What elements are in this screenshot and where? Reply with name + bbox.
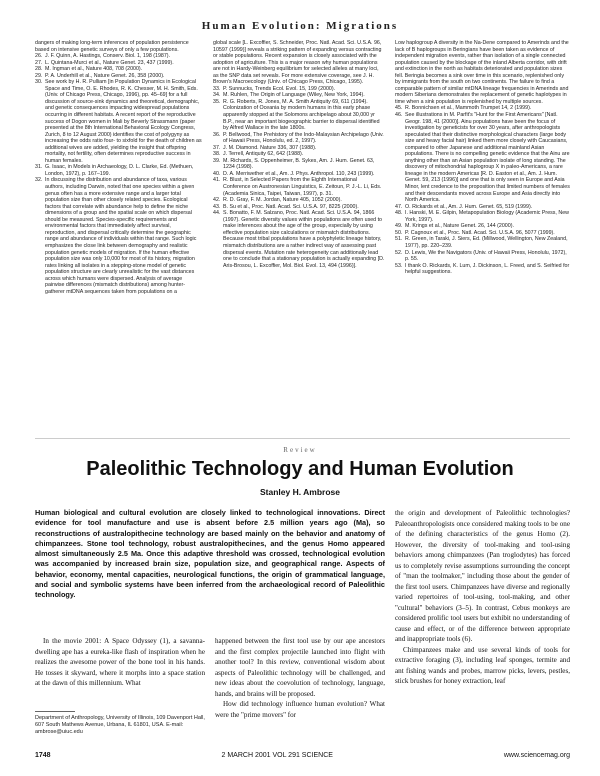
body-paragraph: In the movie 2001: A Space Odyssey (1), a savanna-dwelling ape has a eureka-like flash of inspiration when he realizes the awesome power of the bone tool in his hands. He tosses it skyward, where it morphs into a space station at the dawn of this millennium. What <box>35 637 205 687</box>
reference-number: 32. <box>35 177 43 184</box>
reference-text: G. Isaac, in Models in Archaeology, D. L. Clarke, Ed. (Methuen, London, 1972), p. 167–199. <box>45 164 194 177</box>
reference-number: 41. <box>213 177 221 184</box>
reference-number: 44. <box>213 210 221 217</box>
reference-number: 53. <box>395 262 403 269</box>
reference-text: P. Sunnucks, Trends Ecol. Evol. 15, 199 (2000). <box>223 85 336 92</box>
reference-number: 38. <box>213 151 221 158</box>
reference-text: global scale [L. Excoffier, S. Schneider, Proc. Natl. Acad. Sci. U.S.A. 96, 10597 (1999)] reveals a striking pattern of expanding versus contracting or stable populations. Recent expansion is closely associated with the adoption of agriculture. This is a major reason why human populations are not in Hardy-Weinberg equilibrium for selected alleles at many loci, as the SNP data set reveals. For more extensive coverage, see J. H. Brown's Macroecology (Univ. of Chicago Press, Chicago, 1995). <box>213 40 382 86</box>
reference-number: 47. <box>395 203 403 210</box>
article-title: Paleolithic Technology and Human Evolution <box>86 458 514 480</box>
reference-text: M. Richards, S. Oppenheimer, B. Sykes, Am. J. Hum. Genet. 63, 1234 (1998). <box>223 157 375 171</box>
reference-number: 46. <box>395 112 403 119</box>
references-column-3 <box>395 40 570 276</box>
reference-text: J. M. Diamond. Nature 336, 307 (1988). <box>223 144 317 151</box>
reference-number: 31. <box>35 164 43 171</box>
reference-text: M. Ruhlen, The Origin of Language (Wiley, New York, 1994). <box>223 92 365 99</box>
reference-item <box>395 263 570 276</box>
running-header: Human Evolution: Migrations <box>201 20 399 32</box>
reference-text: P. Cagnoux et al., Proc. Natl. Acad. Sci. U.S.A. 96, 5077 (1999). <box>405 229 555 236</box>
reference-item <box>35 164 203 177</box>
reference-number: 29. <box>35 72 43 79</box>
reference-item <box>35 177 203 295</box>
reference-number: 52. <box>395 249 403 256</box>
reference-text: S. Bonatto, F. M. Salzano, Proc. Natl. Acad. Sci. U.S.A. 94, 1866 (1997). Genetic diversity values within populations are often used to make inferences about the age of the group, especially by using effective population size calculations or mismatch distributions. Because most tribal populations have a polyphyletic lineage history, mismatch distributions are a rather indirect way of assessing past dispersal events. Mutation rate heterogeneity can additionally lead one to conclude that a stationary population is actually expanding [D. Aris-Brosou, L. Excoffier, Mol. Biol. Evol. 13, 494 (1996)]. <box>223 210 385 269</box>
reference-item <box>213 99 385 132</box>
reference-text: I thank O. Rickards, K. Lum, J. Dickinson, L. Freed, and S. Seifried for helpful suggestions. <box>405 262 570 276</box>
affiliation-rule <box>35 711 75 712</box>
reference-text: Low haplogroup A diversity in the Na-Dene compared to Amerinds and the lack of B haplogroups in Beringians have been taken as evidence of independent migration events, rather than isolation of a single connected population caused by the blockage of the inland Alberta corridor, with drift and extinction in the north as habitats deteriorated and population sizes fell. Beringia becomes a sink over time in this scenario, replenished only by immigrants from the south on two continents. The failure to find a comparable pattern of similar mtDNA lineage frequencies in Amerinds and modern Siberians demonstrates the replacement of genetic haplotypes in time when a sink population is replenished by multiple sources. <box>395 40 569 105</box>
reference-text: J. Terrell, Antiquity 62, 642 (1988). <box>223 151 304 158</box>
reference-number: 51. <box>395 236 403 243</box>
body-column-2 <box>215 636 385 720</box>
reference-text: R. Green, in Taraki, J. Siers, Ed. (Millwood, Wellington, New Zealand, 1977), pp. 220–239. <box>405 236 568 249</box>
reference-text: I. Hanski, M. E. Gilpin, Metapopulation Biology (Academic Press, New York, 1997). <box>405 210 569 223</box>
reference-text: L. Quintana-Murci et al., Nature Genet. 23, 437 (1999). <box>45 59 174 66</box>
reference-number: 49. <box>395 223 403 230</box>
reference-number: 48. <box>395 210 403 217</box>
reference-text: R. Bonnichsen et al., Mammoth Trumpet 14, 2 (1999). <box>405 105 532 112</box>
reference-text: R. D. Gray, F. M. Jordan, Nature 405, 1052 (2000). <box>223 197 342 204</box>
reference-number: 42. <box>213 197 221 204</box>
reference-text: See work by H. R. Pulliam [in Population Dynamics in Ecological Space and Time, O. E. Rhodes, R. K. Chesser, M. H. Smith, Eds. (Univ. of Chicago Press, Chicago, 1996), pp. 45–69] for a full discussion of source-sink dynamics and theoretical, demographic, and genetic consequences impacting widespread populations occurring in different habitats. A recent report of the reproductive success of Dogon women in Mali by Beverly Strassmann (paper presented at the 8th International Behavioral Ecology Congress, Zurich, 8 to 12 August 2000) identifies the cost of polygyny as increasing the odds ratio four- to sixfold for the death of children as additional wives are added, yielding the insight that offspring mortality, not fertility, often determines reproductive success in human females. <box>45 79 202 164</box>
body-paragraph: the origin and development of Paleolithic technologies? Paleoanthropologists once considered making tools to be one of the defining characteristics of the genus Homo (2). However, the diversity of tool-making and tool-using behaviors among chimpanzees (Pan troglodytes) has forced us to completely revise assumptions surrounding the concept of "man the toolmaker," including those about the gender of the first tool users. Chimpanzees have diverse and regionally varied repertoires of tool-using, tool-making, and other "cultural" behaviors (3–5). In contrast, Cebus monkeys are considered prolific tool users but exhibit no understanding of cause and effect, or of the difference between appropriate and inappropriate tools (6). <box>395 509 570 643</box>
body-paragraph: How did technology influence human evolution? What were the "prime movers" for <box>215 700 385 719</box>
reference-number: 26. <box>35 53 43 60</box>
reference-text: In discussing the distribution and abundance of taxa, various authors, including Darwin, noted that one species within a given genus often has a more extensive range and a larger total population size than other closely related species. Ecological factors that correlate with abundance help to define the niche dimensions of a group and the spatial scale on which dispersal should be measured. Species-specific requirements and environmental factors that immediately affect survival, reproduction, and dispersal critically determine the geographic range and abundance of individuals within that range. Such logic emphasizes the close link between demography and realistic population genetic models of migration. If the human effective population size was only 10,000 for most of its history, migration rates linking all isolates in a stepping-stone model of genetic population structure are clearly unrealistic for the vast distances across which humans were dispersed. Analysis of average pairwise differences (mismatch distributions) among hunter-gatherer mtDNA sequences taken from populations on a <box>45 177 197 295</box>
reference-text: P. A. Underhill et al., Nature Genet. 26, 358 (2000). <box>45 72 165 79</box>
page-number: 1748 <box>35 752 51 759</box>
section-label: Review <box>283 446 317 454</box>
page-footer <box>35 752 570 759</box>
reference-continuation <box>395 40 570 105</box>
reference-item <box>395 112 570 204</box>
reference-number: 27. <box>35 59 43 66</box>
body-paragraph: happened between the first tool use by our ape ancestors and the first complex projectile launched into flight with another tool? In this review, conventional wisdom about aspects of Paleolithic technology will be challenged, and new ideas about the coevolution of technology, language, hands, and brains will be proposed. <box>215 637 385 698</box>
author-affiliation: Department of Anthropology, University of Illinois, 109 Davenport Hall, 607 South Mathews Avenue, Urbana, IL 61801, USA. E-mail: ambrose@uiuc.edu <box>35 715 205 735</box>
reference-text: M. Krings et al., Nature Genet. 26, 144 (2000). <box>405 223 514 230</box>
reference-item <box>395 250 570 263</box>
reference-text: R. G. Roberts, R. Jones, M. A. Smith Antiquity 69, 611 (1994). Colonization of Oceania by modern humans in this early phase apparently stopped at the Solomons archipelago about 30,000 yr B.P., near an important biogeographic barrier to dispersal identified by Alfred Wallace in the late 1800s. <box>223 98 380 132</box>
reference-number: 40. <box>213 170 221 177</box>
reference-number: 43. <box>213 203 221 210</box>
body-column-1 <box>35 636 205 689</box>
reference-item <box>213 158 385 171</box>
reference-item <box>213 210 385 269</box>
reference-number: 39. <box>213 157 221 164</box>
reference-number: 33. <box>213 85 221 92</box>
reference-text: R. Blust, in Selected Papers from the Eighth International Conference on Austronesian Linguistics, E. Zeitoun, P. J.-L. Li, Eds. (Academia Sinica, Taipei, Taiwan, 1997), p. 31. <box>223 177 382 197</box>
reference-text: O. Rickards et al., Am. J. Hum. Genet. 65, 519 (1999). <box>405 203 533 210</box>
reference-number: 28. <box>35 66 43 73</box>
body-paragraph: Chimpanzees make and use several kinds of tools for extractive foraging (3), including leaf sponges, termite and ant fishing wands and probes, marrow picks, levers, pestles, stick brushes for honey extraction, leaf <box>395 645 570 685</box>
reference-text: M. Ingman et al., Nature 408, 708 (2000). <box>45 66 143 73</box>
issue-info: 2 MARCH 2001 VOL 291 SCIENCE <box>221 752 333 759</box>
reference-text: P. Bellwood, The Prehistory of the Indo-Malaysian Archipelago (Univ. of Hawaii Press, Honolulu, ed. 2, 1997). <box>223 131 384 145</box>
reference-item <box>395 210 570 223</box>
reference-continuation <box>35 40 203 53</box>
reference-number: 36. <box>213 131 221 138</box>
reference-text: J. F. Quinn, A. Hastings, Conserv. Biol. 1, 198 (1987). <box>45 53 171 60</box>
references-column-1 <box>35 40 203 295</box>
reference-number: 37. <box>213 144 221 151</box>
abstract: Human biological and cultural evolution are closely linked to technological innovations. Direct evidence for tool manufacture and use is absent before 2.5 million years ago (Ma), so reconstructions of australopithecine technology are based mainly on the behavior and anatomy of chimpanzees. Stone tool technology, robust australopithecines, and the genus Homo appeared almost simultaneously 2.5 Ma. Once this adaptive threshold was crossed, technological evolution was accompanied by increased brain size, population size, and geographical range. Aspects of behavior, economy, mental capacities, neurological functions, the origin of grammatical language, and social and symbolic systems have been inferred from the archaeological record of Paleolithic technology. <box>35 508 385 600</box>
article-author: Stanley H. Ambrose <box>260 487 340 497</box>
reference-number: 45. <box>395 105 403 112</box>
reference-text: D. A. Merriwether et al., Am. J. Phys. Anthropol. 110, 243 (1999). <box>223 170 375 177</box>
reference-continuation <box>213 40 385 86</box>
reference-text: dangers of making long-term inferences of population persistence based on intensive genetic surveys of only a few populations. <box>35 40 189 53</box>
body-column-3 <box>395 508 570 687</box>
reference-number: 35. <box>213 98 221 105</box>
reference-item <box>213 177 385 197</box>
reference-item <box>35 79 203 164</box>
reference-number: 30. <box>35 79 43 86</box>
reference-item <box>213 132 385 145</box>
reference-text: D. Lewis, We the Navigators (Univ. of Hawaii Press, Honolulu, 1972), p. 55. <box>405 249 567 263</box>
journal-url: www.sciencemag.org <box>503 752 570 759</box>
references-column-2 <box>213 40 385 269</box>
reference-number: 50. <box>395 229 403 236</box>
section-divider <box>35 438 570 439</box>
reference-text: B. Su et al., Proc. Natl. Acad. Sci. U.S.A. 97, 8225 (2000). <box>223 203 359 210</box>
reference-number: 34. <box>213 92 221 99</box>
reference-item <box>395 236 570 249</box>
reference-text: See illustrations in M. Parfit's "Hunt for the First Americans" [Natl. Geogr. 198, 41 (2000)]. Ainu populations have been the focus of investigation by geneticists for over 30 years, after anthropologists speculated that their distinctive morphological characters (large body size and heavy facial hair) linked them more closely with Caucasians, compared to other Japanese and additional mainland Asian populations. There is no compelling genetic evidence that the Ainu are anything other than an Asian population isolate of long standing. The discovery of mitochondrial haplogroup X in paleo-Americans, a rare lineage in the modern Americas [R. D. Easton et al., Am. J. Hum. Genet. 59, 213 (1996)] and one that is only seen in Europe and Asia Minor, lent credence to the proposition that limited numbers of females and their descendants moved across Europe and Asia directly into North America. <box>405 112 570 204</box>
